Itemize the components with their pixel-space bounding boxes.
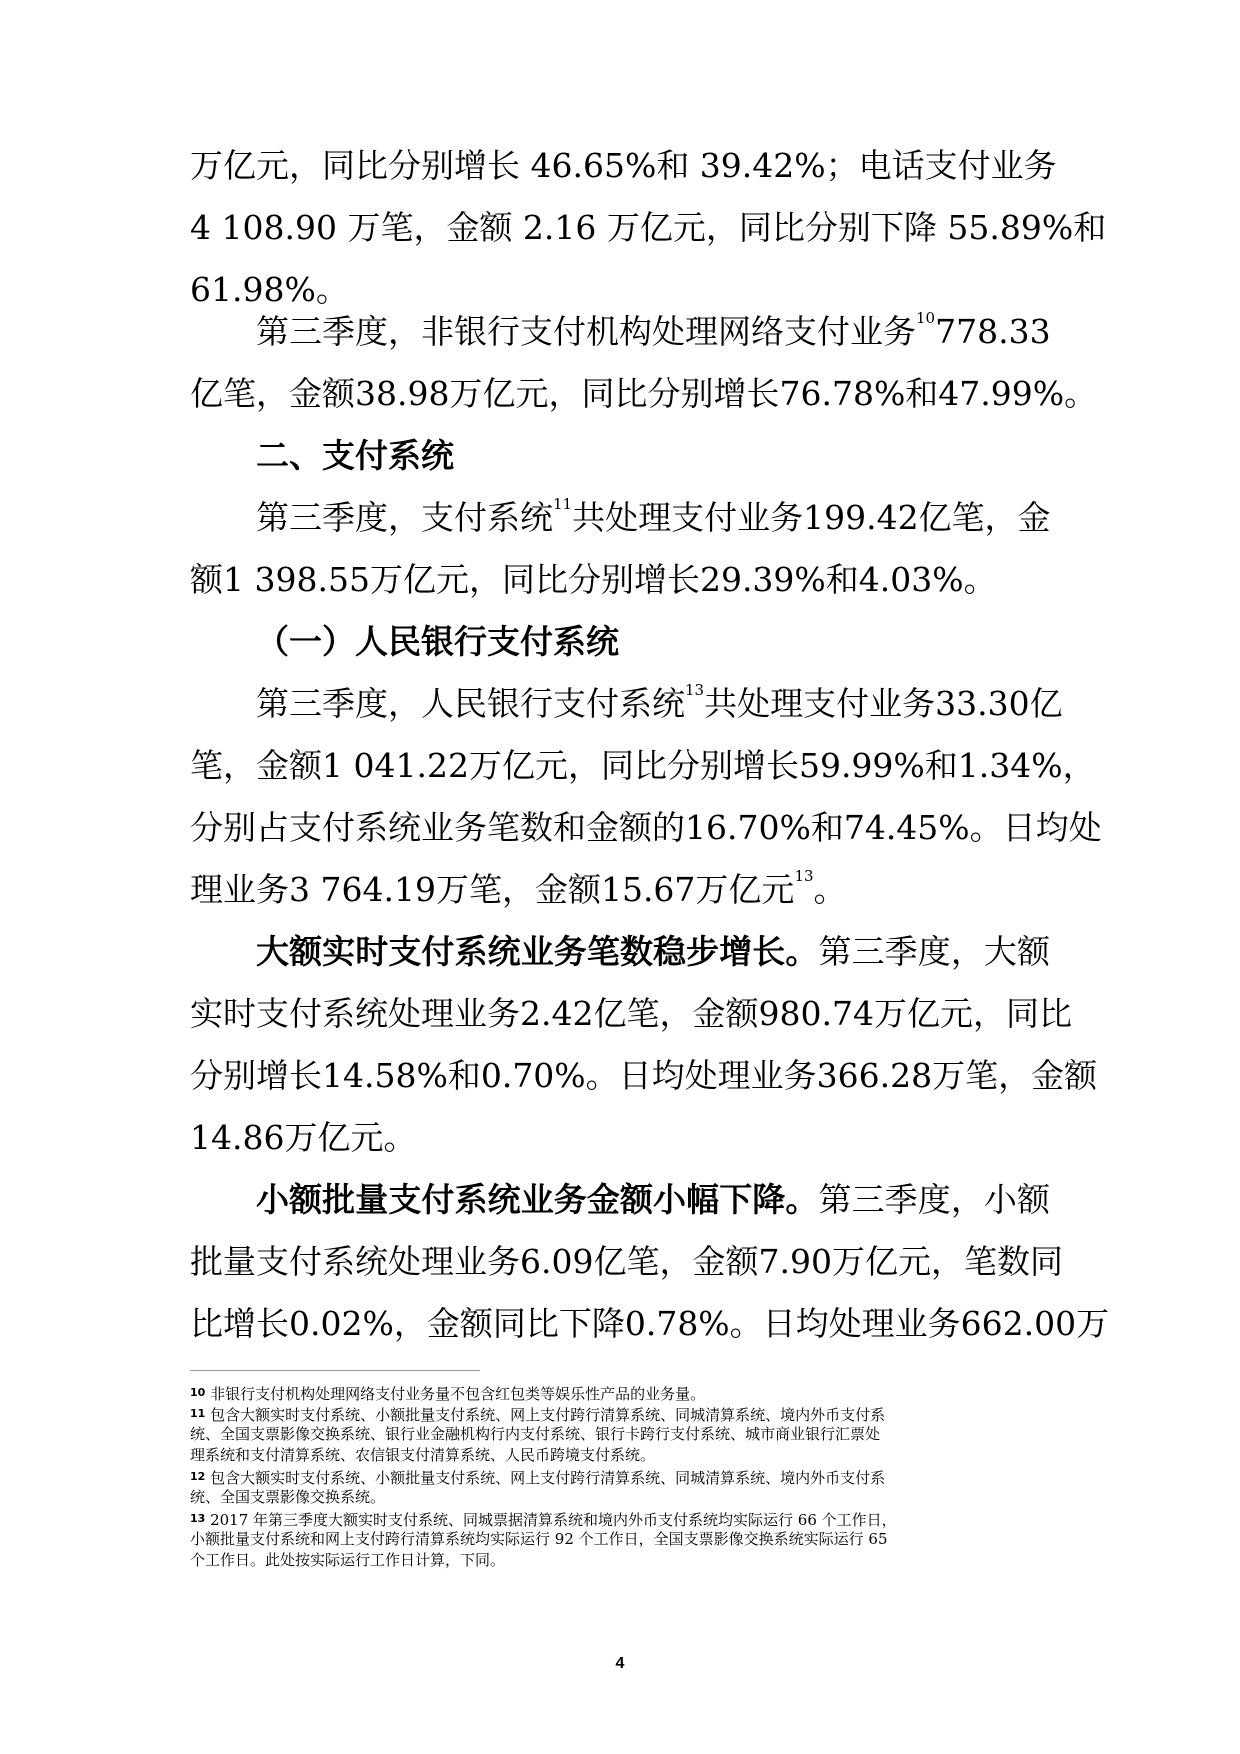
footnote-line: 统、全国支票影像交换系统。 bbox=[190, 1488, 386, 1506]
footnote-ref: 13 bbox=[685, 681, 705, 699]
paragraph-line: 第三季度，支付系统$^{11}$共处理支付业务199.42亿笔，金 bbox=[256, 495, 1051, 537]
paragraph-line: 实时支付系统处理业务2.42亿笔，金额980.74万亿元，同比 bbox=[190, 994, 1072, 1033]
footnote-ref: 11 bbox=[553, 495, 573, 513]
footnote-ref: 13 bbox=[794, 867, 814, 885]
footnote-line: 统、全国支票影像交换系统、银行业金融机构行内支付系统、银行卡跨行支付系统、城市商业银行汇票处 bbox=[190, 1425, 881, 1443]
paragraph-line: 61.98%。 bbox=[190, 270, 349, 309]
paragraph-line: 大额实时支付系统业务笔数稳步增长。第三季度，大额 bbox=[256, 932, 1051, 971]
paragraph-line: 亿笔，金额38.98万亿元，同比分别增长76.78%和47.99%。 bbox=[190, 374, 1098, 413]
footnote-10: $^{10}$ 非银行支付机构处理网络支付业务量不包含红包类等娱乐性产品的业务量。 bbox=[190, 1385, 706, 1403]
footnote-11: $^{11}$ 包含大额实时支付系统、小额批量支付系统、网上支付跨行清算系统、同城清算系统、境内外币支付系 bbox=[190, 1406, 886, 1424]
paragraph-line: 比增长0.02%，金额同比下降0.78%。日均处理业务662.00万 bbox=[190, 1304, 1110, 1343]
footnote-line: 小额批量支付系统和网上支付跨行清算系统均实际运行 92 个工作日，全国支票影像交换系统实际运行 65 bbox=[190, 1530, 888, 1548]
paragraph-line: 理业务3 764.19万笔，金额15.67万亿元$^{13}$。 bbox=[190, 867, 847, 909]
paragraph-line: 小额批量支付系统业务金额小幅下降。第三季度，小额 bbox=[256, 1180, 1051, 1219]
subsection-heading: （一）人民银行支付系统 bbox=[256, 622, 619, 661]
page-number: 4 bbox=[615, 1655, 625, 1672]
footnote-line: 个工作日。此处按实际运行工作日计算，下同。 bbox=[190, 1551, 506, 1569]
paragraph-line: 万亿元，同比分别增长 46.65%和 39.42%；电话支付业务 bbox=[190, 146, 1057, 185]
footnote-divider bbox=[190, 1370, 480, 1371]
paragraph-line: 4 108.90 万笔，金额 2.16 万亿元，同比分别下降 55.89%和 bbox=[190, 208, 1107, 247]
footnote-line: 理系统和支付清算系统、农信银支付清算系统、人民币跨境支付系统。 bbox=[190, 1446, 656, 1464]
footnote-ref: 10 bbox=[916, 309, 936, 327]
footnote-12: $^{12}$ 包含大额实时支付系统、小额批量支付系统、网上支付跨行清算系统、同城清算系统、境内外币支付系 bbox=[190, 1469, 886, 1487]
paragraph-line: 分别增长14.58%和0.70%。日均处理业务366.28万笔，金额 bbox=[190, 1056, 1098, 1095]
paragraph-line: 第三季度，人民银行支付系统$^{13}$共处理支付业务33.30亿 bbox=[256, 681, 1063, 723]
lead-in-bold: 小额批量支付系统业务金额小幅下降。 bbox=[256, 1180, 819, 1219]
section-heading: 二、支付系统 bbox=[256, 436, 454, 475]
paragraph-line: 额1 398.55万亿元，同比分别增长29.39%和4.03%。 bbox=[190, 560, 997, 599]
paragraph-line: 笔，金额1 041.22万亿元，同比分别增长59.99%和1.34%， bbox=[190, 746, 1096, 785]
paragraph-line: 第三季度，非银行支付机构处理网络支付业务$^{10}$778.33 bbox=[256, 309, 1051, 351]
paragraph-line: 14.86万亿元。 bbox=[190, 1118, 417, 1157]
lead-in-bold: 大额实时支付系统业务笔数稳步增长。 bbox=[256, 932, 819, 971]
footnotes bbox=[190, 1382, 1050, 1571]
footnote-13: $^{13}$ 2017 年第三季度大额实时支付系统、同城票据清算系统和境内外币支付系统均实际运行 66 个工作日， bbox=[190, 1511, 897, 1529]
paragraph-line: 批量支付系统处理业务6.09亿笔，金额7.90万亿元，笔数同 bbox=[190, 1242, 1063, 1281]
paragraph-line: 分别占支付系统业务笔数和金额的16.70%和74.45%。日均处 bbox=[190, 808, 1102, 847]
